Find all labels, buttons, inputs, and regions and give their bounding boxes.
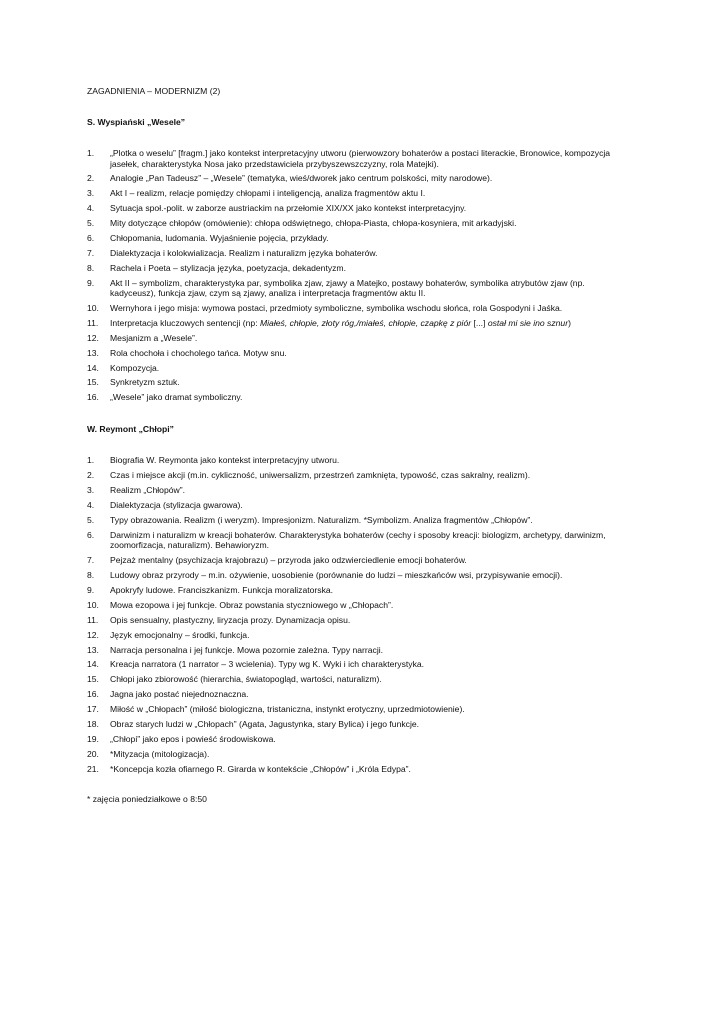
list-item [87, 173, 627, 184]
item-number: 18. [87, 719, 99, 729]
quoted-sentence: ostał mi sie ino sznur [487, 317, 569, 328]
list-item [87, 248, 627, 259]
item-number: 9. [87, 277, 95, 288]
item-text: Dialektyzacja (stylizacja gwarowa). [110, 500, 243, 511]
item-number: 3. [87, 485, 95, 496]
topic-list-chlopi [87, 455, 627, 774]
item-text: Jagna jako postać niejednoznaczna. [110, 689, 249, 700]
item-number: 5. [87, 218, 95, 229]
item-text: Dialektyzacja i kolokwializacja. Realizm i naturalizm języka bohaterów. [110, 247, 378, 258]
item-number: 1. [87, 455, 95, 466]
list-item [87, 719, 627, 730]
topic-list-wesele [87, 148, 627, 403]
list-item [87, 218, 627, 229]
list-item [87, 764, 627, 775]
list-item [87, 363, 627, 374]
item-text: Apokryfy ludowe. Franciszkanizm. Funkcja moralizatorska. [110, 584, 334, 595]
item-text: Akt II – symbolizm, charakterystyka par, symbolika zjaw, zjawy a Matejko, postawy bohaterów, symbolika atrybutów zjaw (np. kadyceusz), funkcja zjaw, czym są zjawy, analiza i interpretacja fragmentów aktu II. [110, 277, 585, 299]
list-item [87, 555, 627, 566]
document-title: ZAGADNIENIA – MODERNIZM (2) [87, 86, 221, 96]
item-text: Ludowy obraz przyrody – m.in. ożywienie, uosobienie (porównanie do ludzi – mieszkańców wsi, przypisywanie emocji). [110, 570, 563, 581]
item-text: Mowa ezopowa i jej funkcje. Obraz powstania styczniowego w „Chłopach”. [110, 599, 394, 610]
item-text: Rachela i Poeta – stylizacja języka, poetyzacja, dekadentyzm. [110, 262, 346, 273]
item-text: Chłopi jako zbiorowość (hierarchia, światopogląd, wartości, naturalizm). [110, 674, 382, 685]
item-text: Darwinizm i naturalizm w kreacji bohaterów. Charakterystyka bohaterów (cechy i sposoby kreacji: biologizm, archetypy, darwinizm, zoomorfizacja, naturalizm). Behawioryzm. [110, 529, 606, 551]
document-page [87, 86, 627, 805]
list-item [87, 689, 627, 700]
list-item [87, 188, 627, 199]
item-number: 12. [87, 332, 99, 343]
list-item [87, 263, 627, 274]
item-number: 16. [87, 689, 99, 700]
item-number: 13. [87, 347, 99, 358]
list-item [87, 148, 627, 169]
item-number: 2. [87, 173, 95, 184]
item-number: 10. [87, 599, 99, 610]
item-text: Pejzaż mentalny (psychizacja krajobrazu) – przyroda jako odzwierciedlenie emocji bohaterów. [110, 555, 467, 566]
list-item [87, 318, 627, 329]
section-heading-chlopi: W. Reymont „Chłopi” [87, 423, 174, 434]
item-number: 11. [87, 614, 99, 625]
item-number: 4. [87, 203, 95, 214]
item-number: 6. [87, 529, 95, 540]
list-item [87, 630, 627, 641]
item-text: Analogie „Pan Tadeusz” – „Wesele” (tematyka, wieś/dworek jako centrum polskości, mity narodowe). [110, 173, 493, 184]
list-item [87, 455, 627, 466]
item-text: Opis sensualny, plastyczny, liryzacja prozy. Dynamizacja opisu. [110, 614, 351, 625]
footnote: * zajęcia poniedziałkowe o 8:50 [87, 794, 207, 805]
item-number: 17. [87, 704, 99, 715]
item-text: Miłość w „Chłopach” (miłość biologiczna, tristaniczna, instynkt erotyczny, uprzedmiotowienie). [110, 704, 465, 715]
list-item [87, 278, 627, 299]
item-number: 10. [87, 303, 99, 314]
list-item [87, 674, 627, 685]
item-text: Narracja personalna i jej funkcje. Mowa pozornie zależna. Typy narracji. [110, 644, 384, 655]
list-item [87, 470, 627, 481]
item-text [110, 318, 627, 329]
list-item [87, 600, 627, 611]
item-number: 7. [87, 555, 95, 566]
list-item [87, 333, 627, 344]
item-number: 8. [87, 570, 95, 581]
item-text: Język emocjonalny – środki, funkcja. [110, 629, 250, 640]
list-item [87, 749, 627, 760]
item-number: 8. [87, 262, 95, 273]
item-text: *Mityzacja (mitologizacja). [110, 748, 210, 759]
list-item [87, 500, 627, 511]
item-text: Kompozycja. [110, 362, 160, 373]
item-number: 15. [87, 377, 99, 388]
item-number: 13. [87, 644, 99, 655]
list-item [87, 659, 627, 670]
list-item [87, 348, 627, 359]
item-number: 21. [87, 763, 99, 774]
item-text: Wernyhora i jego misja: wymowa postaci, przedmioty symboliczne, symbolika wschodu słońca, rola Gospodyni i Jaśka. [110, 303, 563, 314]
section-heading-wesele: S. Wyspiański „Wesele” [87, 116, 186, 127]
list-item [87, 515, 627, 526]
item-number: 2. [87, 470, 95, 481]
item-number: 11. [87, 317, 99, 328]
item-text: Czas i miejsce akcji (m.in. cykliczność, uniwersalizm, przestrzeń zamknięta, typowość, czas sakralny, realizm). [110, 470, 531, 481]
item-text: Akt I – realizm, relacje pomiędzy chłopami i inteligencją, analiza fragmentów aktu I. [110, 188, 426, 199]
item-text: Mity dotyczące chłopów (omówienie): chłopa odświętnego, chłopa-Piasta, chłopa-kosyniera, mit arkadyjski. [110, 218, 517, 229]
item-number: 4. [87, 500, 95, 511]
item-text: Chłopomania, ludomania. Wyjaśnienie pojęcia, przykłady. [110, 232, 329, 243]
item-number: 14. [87, 362, 99, 373]
item-text: Synkretyzm sztuk. [110, 377, 180, 388]
item-text: Obraz starych ludzi w „Chłopach” (Agata, Jagustynka, stary Bylica) i jego funkcje. [110, 719, 420, 729]
item-text-part: ) [568, 317, 571, 328]
item-number: 12. [87, 629, 99, 640]
item-number: 9. [87, 584, 95, 595]
item-number: 5. [87, 514, 95, 525]
list-item [87, 233, 627, 244]
list-item [87, 570, 627, 581]
list-item [87, 530, 627, 551]
item-number: 16. [87, 392, 99, 403]
item-text: Sytuacja społ.-polit. w zaborze austriackim na przełomie XIX/XX jako kontekst interpretacyjny. [110, 203, 467, 214]
quoted-sentence: Miałeś, chłopie, złoty róg,/miałeś, chłopie, czapkę z piór [259, 317, 472, 328]
list-item [87, 704, 627, 715]
item-text-part: Interpretacja kluczowych sentencji (np: [110, 317, 260, 328]
list-item [87, 734, 627, 745]
item-text: Typy obrazowania. Realizm (i weryzm). Impresjonizm. Naturalizm. *Symbolizm. Analiza fragmentów „Chłopów”. [110, 514, 533, 525]
list-item [87, 303, 627, 314]
item-number: 1. [87, 148, 95, 158]
item-text: Realizm „Chłopów”. [110, 485, 185, 496]
list-item [87, 585, 627, 596]
item-text: Rola chochoła i chocholego tańca. Motyw snu. [110, 347, 287, 358]
item-text-part: [...] [471, 317, 488, 328]
item-number: 19. [87, 733, 99, 744]
item-text: Kreacja narratora (1 narrator – 3 wcielenia). Typy wg K. Wyki i ich charakterystyka. [110, 659, 425, 670]
item-number: 7. [87, 247, 95, 258]
list-item [87, 485, 627, 496]
item-text: „Chłopi” jako epos i powieść środowiskowa. [110, 733, 276, 744]
item-number: 20. [87, 748, 99, 759]
item-text: *Koncepcja kozła ofiarnego R. Girarda w kontekście „Chłopów” i „Króla Edypa”. [110, 763, 411, 774]
item-text: Mesjanizm a „Wesele”. [110, 332, 198, 343]
list-item [87, 392, 627, 403]
item-text: „Wesele” jako dramat symboliczny. [110, 392, 243, 403]
item-text: „Plotka o weselu” [fragm.] jako kontekst interpretacyjny utworu (pierwowzory bohaterów a postaci literackie, Bronowice, kompozycja jasełek, charakterystyka Nosa jako przedstawiciela przybyszewszczyzny, rola Matejki). [110, 148, 611, 169]
list-item [87, 203, 627, 214]
item-number: 15. [87, 674, 99, 685]
item-number: 6. [87, 232, 95, 243]
list-item [87, 615, 627, 626]
list-item [87, 377, 627, 388]
item-text: Biografia W. Reymonta jako kontekst interpretacyjny utworu. [110, 455, 340, 466]
item-number: 14. [87, 659, 99, 670]
list-item [87, 645, 627, 656]
item-number: 3. [87, 188, 95, 199]
